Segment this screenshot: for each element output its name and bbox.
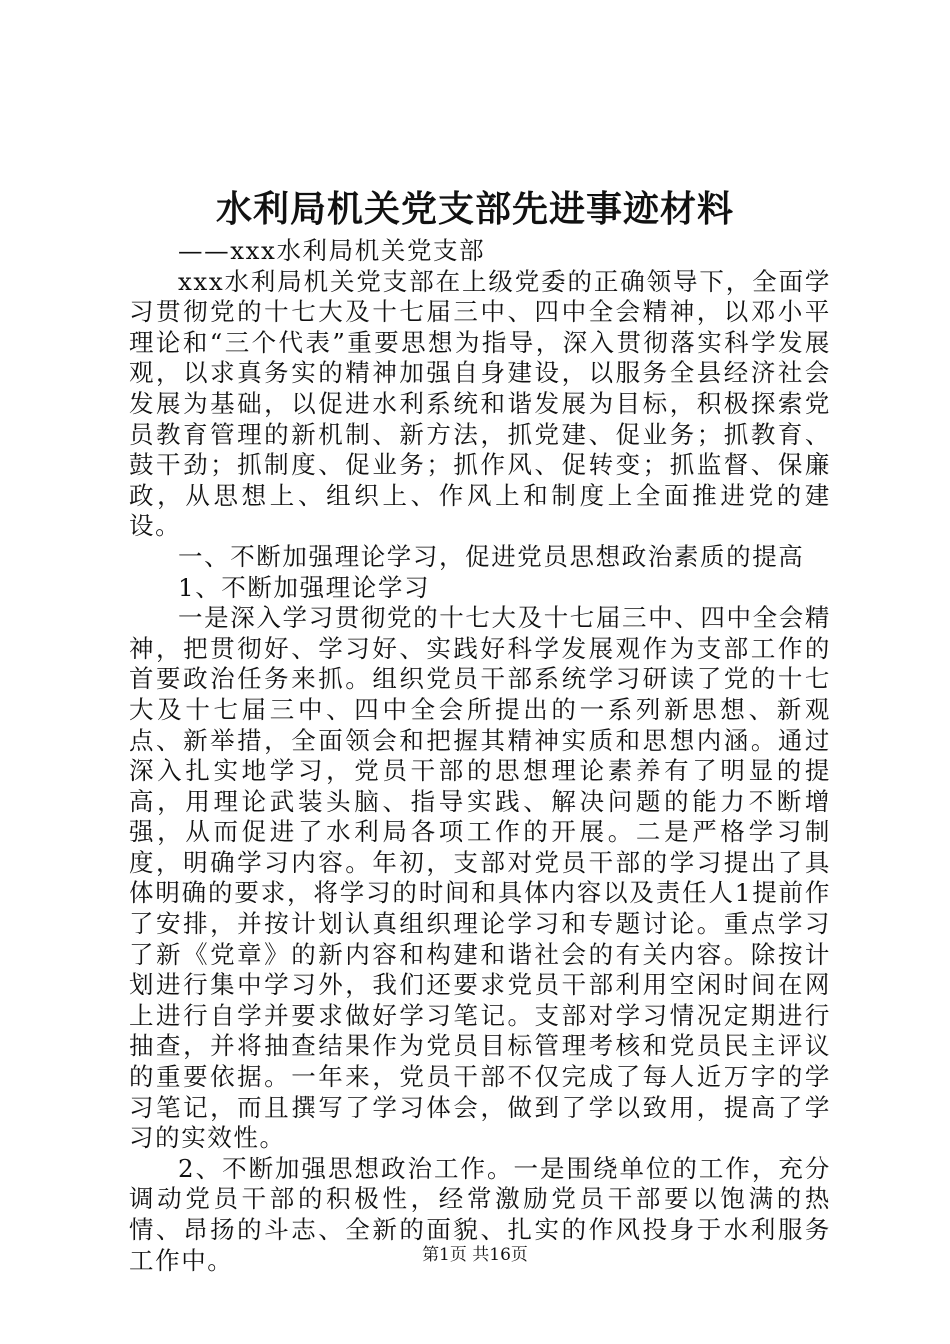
page-number-footer: 第1页 共16页 [422,1245,528,1265]
paragraph-theory-study: 一是深入学习贯彻党的十七大及十七届三中、四中全会精神，把贯彻好、学习好、实践好科学发展观作为支部工作的首要政治任务来抓。组织党员干部系统学习研读了党的十七大及十七届三中、四中全会所提出的一系列新思想、新观点、新举措，全面领会和把握其精神实质和思想内涵。通过深入扎实地学习，党员干部的思想理论素养有了明显的提高，用理论武装头脑、指导实践、解决问题的能力不断增强，从而促进了水利局各项工作的开展。二是严格学习制度，明确学习内容。年初，支部对党员干部的学习提出了具体明确的要求，将学习的时间和具体内容以及责任人1提前作了安排，并按计划认真组织理论学习和专题讨论。重点学习了新《党章》的新内容和构建和谐社会的有关内容。除按计划进行集中学习外，我们还要求党员干部利用空闲时间在网上进行自学并要求做好学习笔记。支部对学习情况定期进行抽查，并将抽查结果作为党员目标管理考核和党员民主评议的重要依据。一年来，党员干部不仅完成了每人近万字的学习笔记，而且撰写了学习体会，做到了学以致用，提高了学习的实效性。 [129,603,831,1153]
paragraph-political-work: 2、不断加强思想政治工作。一是围绕单位的工作，充分调动党员干部的积极性，经常激励党员干部要以饱满的热情、昂扬的斗志、全新的面貌、扎实的作风投身于水利服务工作中。 [129,1153,831,1275]
paragraph-intro: xxx水利局机关党支部在上级党委的正确领导下，全面学习贯彻党的十七大及十七届三中、四中全会精神，以邓小平理论和“三个代表”重要思想为指导，深入贯彻落实科学发展观，以求真务实的精神加强自身建设，以服务全县经济社会发展为基础，以促进水利系统和谐发展为目标，积极探索党员教育管理的新机制、新方法，抓党建、促业务；抓教育、鼓干劲；抓制度、促业务；抓作风、促转变；抓监督、保廉政，从思想上、组织上、作风上和制度上全面推进党的建设。 [129,266,831,541]
document-title: 水利局机关党支部先进事迹材料 [215,188,734,230]
document-subtitle: ——xxx水利局机关党支部 [178,236,486,265]
section-heading-1: 一、不断加强理论学习，促进党员思想政治素质的提高 [178,541,805,571]
subsection-heading-1-1: 1、不断加强理论学习 [178,572,431,602]
document-body [129,236,831,1276]
